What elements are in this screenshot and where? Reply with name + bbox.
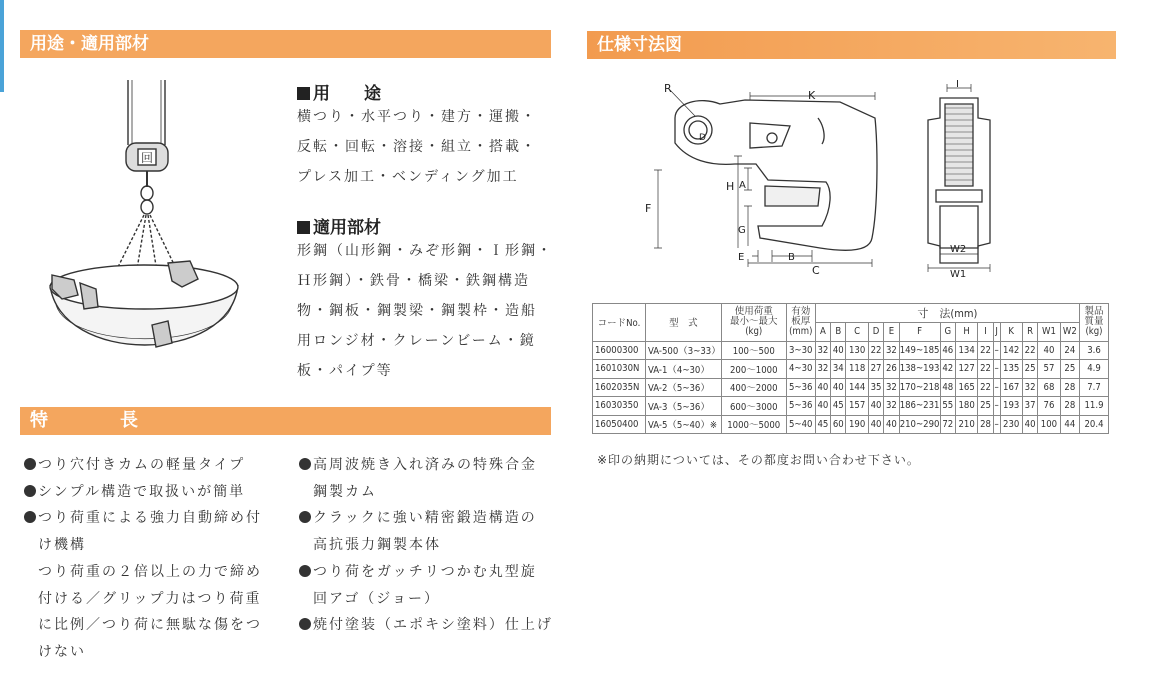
dim-col-header: D (868, 323, 883, 342)
table-cell: 76 (1038, 397, 1060, 416)
table-cell: 16030350 (593, 397, 646, 416)
materials-heading-text: 適用部材 (313, 218, 381, 238)
dimension-drawing (640, 78, 1060, 278)
grip-header-line: 板厚 (791, 316, 811, 328)
load-header-line: (kg) (745, 326, 763, 338)
table-cell: 4~30 (786, 360, 815, 379)
table-cell: 28 (1060, 397, 1079, 416)
table-cell: 34 (831, 360, 846, 379)
load-header-line: 最小～最大 (729, 316, 778, 328)
table-cell: 22 (868, 341, 883, 360)
col-header-model: 型 式 (646, 304, 722, 342)
table-cell: 40 (831, 341, 846, 360)
feature-line (299, 452, 553, 479)
square-bullet-icon (297, 87, 310, 100)
table-cell: 32 (884, 341, 899, 360)
col-header-code: コードNo. (593, 304, 646, 342)
table-cell: 45 (831, 397, 846, 416)
table-cell: 193 (1000, 397, 1022, 416)
table-cell: 142 (1000, 341, 1022, 360)
spec-table (592, 303, 1109, 434)
materials-text (297, 236, 553, 386)
feature-line (299, 532, 553, 559)
feature-line (24, 452, 262, 479)
table-cell: 157 (846, 397, 868, 416)
table-cell: 22 (978, 378, 993, 397)
table-cell: 5~36 (786, 378, 815, 397)
dim-col-header: G (940, 323, 955, 342)
feature-line (299, 559, 553, 586)
usage-line: 横つり・水平つり・建方・運搬・ (297, 109, 537, 125)
dim-col-header: K (1000, 323, 1022, 342)
table-cell: 40 (831, 378, 846, 397)
table-cell: 40 (884, 415, 899, 434)
materials-line: 形鋼（山形鋼・みぞ形鋼・Ｉ形鋼・ (297, 243, 553, 259)
feature-line (299, 612, 553, 639)
weight-header-line: 製品 (1084, 306, 1104, 318)
dim-col-header: W1 (1038, 323, 1060, 342)
table-header-row (593, 304, 1109, 323)
table-cell: 130 (846, 341, 868, 360)
usage-line: 反転・回転・溶接・組立・搭載・ (297, 139, 537, 155)
bullet-icon (299, 458, 311, 470)
table-cell: – (993, 415, 1000, 434)
table-cell: 68 (1038, 378, 1060, 397)
table-cell: VA-3（5~36） (646, 397, 722, 416)
table-row (593, 397, 1109, 416)
dim-label-R: R (664, 82, 672, 95)
dim-label-I: I (956, 79, 959, 90)
table-cell: 28 (1060, 378, 1079, 397)
table-cell: 28 (978, 415, 993, 434)
lifting-clamp-illustration (40, 75, 250, 360)
feature-text: に比例／つり荷に無駄な傷をつ (38, 617, 262, 634)
table-cell: 40 (815, 378, 830, 397)
table-cell: 40 (815, 397, 830, 416)
table-cell: 44 (1060, 415, 1079, 434)
feature-text: 回アゴ（ジョー） (313, 590, 441, 607)
table-cell: 5~40 (786, 415, 815, 434)
feature-text: つり穴付きカムの軽量タイプ (38, 457, 246, 473)
table-cell: 48 (940, 378, 955, 397)
feature-line (24, 505, 262, 532)
dim-col-header: H (955, 323, 977, 342)
bullet-icon (24, 458, 36, 470)
dim-label-E: E (738, 252, 745, 263)
table-cell: 138~193 (899, 360, 940, 379)
section-title-features: 特 長 (20, 407, 551, 435)
table-cell: 180 (955, 397, 977, 416)
table-cell: 32 (884, 397, 899, 416)
spec-table-body (593, 341, 1109, 434)
table-row (593, 378, 1109, 397)
dim-col-header: C (846, 323, 868, 342)
delivery-note: ※印の納期については、その都度お問い合わせ下さい。 (597, 453, 920, 467)
materials-line: 物・鋼板・鋼製梁・鋼製枠・造船 (297, 303, 537, 319)
table-cell: 600～3000 (721, 397, 786, 416)
grip-header-line: (mm) (789, 326, 813, 338)
bullet-icon (299, 618, 311, 630)
dim-col-header: R (1022, 323, 1037, 342)
table-cell: 5~36 (786, 397, 815, 416)
materials-heading (297, 213, 381, 238)
table-cell: 32 (815, 360, 830, 379)
table-cell: 210~290 (899, 415, 940, 434)
dim-label-G: G (738, 225, 746, 236)
table-cell: 165 (955, 378, 977, 397)
dim-label-D: D (699, 133, 706, 143)
feature-line (24, 586, 262, 613)
dim-col-header: E (884, 323, 899, 342)
table-cell: 1000～5000 (721, 415, 786, 434)
usage-heading (297, 79, 381, 104)
table-cell: 144 (846, 378, 868, 397)
feature-text: つり荷重の２倍以上の力で締め (38, 563, 262, 580)
grip-header-line: 有効 (791, 306, 811, 318)
table-cell: 32 (884, 378, 899, 397)
table-cell: 4.9 (1080, 360, 1109, 379)
dim-col-header: A (815, 323, 830, 342)
dim-label-H: H (726, 180, 735, 193)
table-cell: 26 (884, 360, 899, 379)
feature-text: 付ける／グリップ力はつり荷重 (38, 590, 262, 607)
feature-line (299, 479, 553, 506)
table-cell: 11.9 (1080, 397, 1109, 416)
materials-line: 板・パイプ等 (297, 363, 393, 379)
table-cell: 40 (1038, 341, 1060, 360)
section-title-usage: 用途・適用部材 (20, 30, 551, 58)
bullet-icon (299, 565, 311, 577)
table-cell: 40 (868, 415, 883, 434)
table-cell: 210 (955, 415, 977, 434)
table-cell: 27 (868, 360, 883, 379)
feature-line (24, 639, 262, 666)
table-cell: 3~30 (786, 341, 815, 360)
table-cell: 25 (978, 397, 993, 416)
feature-line (24, 532, 262, 559)
table-cell: 60 (831, 415, 846, 434)
table-cell: VA-500（3~33） (646, 341, 722, 360)
table-cell: 40 (868, 397, 883, 416)
bullet-icon (24, 511, 36, 523)
dim-col-header: W2 (1060, 323, 1079, 342)
table-cell: VA-1（4~30） (646, 360, 722, 379)
table-cell: 16050400 (593, 415, 646, 434)
table-cell: 400～2000 (721, 378, 786, 397)
table-cell: 134 (955, 341, 977, 360)
materials-line: 用ロンジ材・クレーンビーム・鏡 (297, 333, 536, 349)
table-cell: 32 (815, 341, 830, 360)
table-cell: 127 (955, 360, 977, 379)
table-cell: 230 (1000, 415, 1022, 434)
table-cell: – (993, 397, 1000, 416)
bullet-icon (299, 511, 311, 523)
feature-text: けない (38, 643, 86, 660)
table-cell: 57 (1038, 360, 1060, 379)
usage-text (297, 102, 537, 192)
accent-edge (0, 0, 4, 92)
bullet-icon (24, 485, 36, 497)
feature-line (24, 612, 262, 639)
col-header-weight (1080, 304, 1109, 342)
dim-label-A: A (739, 180, 746, 191)
table-cell: 186~231 (899, 397, 940, 416)
feature-text: つり荷をガッチリつかむ丸型旋 (313, 563, 537, 580)
feature-text: 焼付塗装（エポキシ塗料）仕上げ (313, 617, 553, 634)
feature-text: 鋼製カム (313, 483, 377, 500)
table-cell: VA-2（5~36） (646, 378, 722, 397)
table-cell: 25 (1060, 360, 1079, 379)
materials-line: Ｈ形鋼）・鉄骨・橋梁・鉄鋼構造 (297, 273, 530, 289)
table-cell: – (993, 341, 1000, 360)
feature-line (299, 505, 553, 532)
table-cell: 46 (940, 341, 955, 360)
square-bullet-icon (297, 221, 310, 234)
table-cell: – (993, 360, 1000, 379)
feature-text: クラックに強い精密鍛造構造の (313, 510, 537, 527)
feature-line (299, 586, 553, 613)
feature-line (24, 559, 262, 586)
table-cell: 72 (940, 415, 955, 434)
dim-col-header: J (993, 323, 1000, 342)
table-cell: 37 (1022, 397, 1037, 416)
table-cell: 25 (1022, 360, 1037, 379)
table-cell: 16000300 (593, 341, 646, 360)
table-cell: 55 (940, 397, 955, 416)
table-cell: 20.4 (1080, 415, 1109, 434)
col-header-dims: 寸 法(mm) (815, 304, 1079, 323)
feature-text: け機構 (38, 537, 86, 554)
dim-col-header: F (899, 323, 940, 342)
table-cell: 1602035N (593, 378, 646, 397)
col-header-grip (786, 304, 815, 342)
feature-text: シンプル構造で取扱いが簡単 (38, 483, 246, 500)
table-row (593, 341, 1109, 360)
table-cell: – (993, 378, 1000, 397)
feature-line (24, 479, 262, 506)
table-cell: 42 (940, 360, 955, 379)
table-cell: 170~218 (899, 378, 940, 397)
table-cell: 35 (868, 378, 883, 397)
table-cell: 40 (1022, 415, 1037, 434)
dim-label-B: B (788, 252, 795, 263)
dim-col-header: B (831, 323, 846, 342)
table-row (593, 415, 1109, 434)
table-cell: 7.7 (1080, 378, 1109, 397)
feature-text: つり荷重による強力自動締め付 (38, 510, 262, 527)
feature-text: 高抗張力鋼製本体 (313, 537, 441, 554)
table-row (593, 360, 1109, 379)
table-cell: 118 (846, 360, 868, 379)
features-right (299, 452, 553, 639)
section-title-spec: 仕様寸法図 (587, 31, 1116, 59)
table-cell: 32 (1022, 378, 1037, 397)
usage-heading-text: 用 途 (313, 84, 381, 104)
dim-label-W2: W2 (950, 244, 967, 255)
table-cell: 135 (1000, 360, 1022, 379)
dim-label-W1: W1 (950, 269, 967, 278)
dim-label-K: K (808, 89, 816, 102)
table-cell: VA-5（5~40）※ (646, 415, 722, 434)
table-cell: 3.6 (1080, 341, 1109, 360)
dim-col-header: I (978, 323, 993, 342)
col-header-load (721, 304, 786, 342)
table-cell: 200～1000 (721, 360, 786, 379)
dim-label-F: F (645, 202, 652, 215)
svg-text:回: 回 (141, 151, 154, 165)
table-cell: 100～500 (721, 341, 786, 360)
load-header-line: 使用荷重 (734, 306, 773, 318)
table-cell: 45 (815, 415, 830, 434)
table-cell: 24 (1060, 341, 1079, 360)
feature-text: 高周波焼き入れ済みの特殊合金 (313, 457, 537, 473)
weight-header-line: (kg) (1085, 326, 1103, 338)
table-cell: 22 (1022, 341, 1037, 360)
table-cell: 22 (978, 360, 993, 379)
dim-label-C: C (812, 264, 820, 277)
table-cell: 22 (978, 341, 993, 360)
usage-line: プレス加工・ベンディング加工 (297, 169, 519, 185)
table-cell: 190 (846, 415, 868, 434)
table-cell: 1601030N (593, 360, 646, 379)
table-cell: 149~185 (899, 341, 940, 360)
features-left (24, 452, 262, 666)
weight-header-line: 質量 (1084, 316, 1104, 328)
table-cell: 100 (1038, 415, 1060, 434)
table-cell: 167 (1000, 378, 1022, 397)
